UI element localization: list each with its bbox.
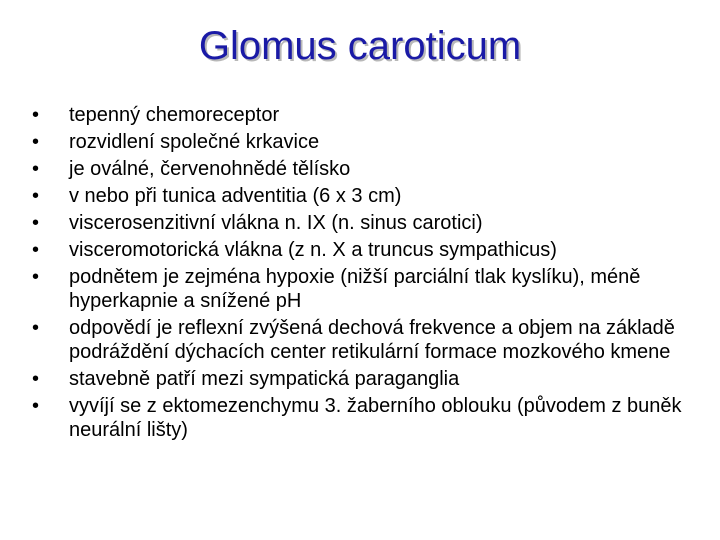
bullet-icon: • (32, 131, 40, 153)
bullet-icon: • (32, 104, 40, 126)
slide-title: Glomus caroticum (198, 24, 522, 68)
bullet-list (32, 103, 692, 445)
bullet-item (32, 367, 692, 391)
bullet-icon: • (32, 212, 40, 234)
bullet-text: viscerosenzitivní vlákna n. IX (n. sinus carotici) (69, 212, 483, 234)
bullet-icon: • (32, 317, 40, 339)
bullet-item (32, 130, 692, 154)
bullet-text: visceromotorická vlákna (z n. X a truncus sympathicus) (69, 239, 557, 261)
bullet-icon: • (32, 368, 40, 390)
bullet-icon: • (32, 158, 40, 180)
bullet-text: odpovědí je reflexní zvýšená dechová frekvence a objem na základě podráždění dýchacích center retikulární formace mozkového kmene (69, 317, 675, 363)
bullet-text: vyvíjí se z ektomezenchymu 3. žaberního oblouku (původem z buněk neurální lišty) (69, 395, 682, 441)
bullet-item (32, 157, 692, 181)
bullet-item (32, 316, 692, 364)
bullet-text: tepenný chemoreceptor (69, 104, 280, 126)
bullet-icon: • (32, 395, 40, 417)
bullet-item (32, 184, 692, 208)
bullet-item (32, 103, 692, 127)
bullet-item (32, 211, 692, 235)
bullet-text: podnětem je zejména hypoxie (nižší parciální tlak kyslíku), méně hyperkapnie a snížené pH (69, 266, 641, 312)
bullet-item (32, 394, 692, 442)
bullet-icon: • (32, 185, 40, 207)
bullet-text: rozvidlení společné krkavice (69, 131, 320, 153)
bullet-text: stavebně patří mezi sympatická paraganglia (69, 368, 460, 390)
bullet-item (32, 238, 692, 262)
bullet-icon: • (32, 239, 40, 261)
bullet-text: je oválné, červenohnědé tělísko (69, 158, 351, 180)
bullet-text: v nebo při tunica adventitia (6 x 3 cm) (69, 185, 402, 207)
bullet-item (32, 265, 692, 313)
bullet-icon: • (32, 266, 40, 288)
